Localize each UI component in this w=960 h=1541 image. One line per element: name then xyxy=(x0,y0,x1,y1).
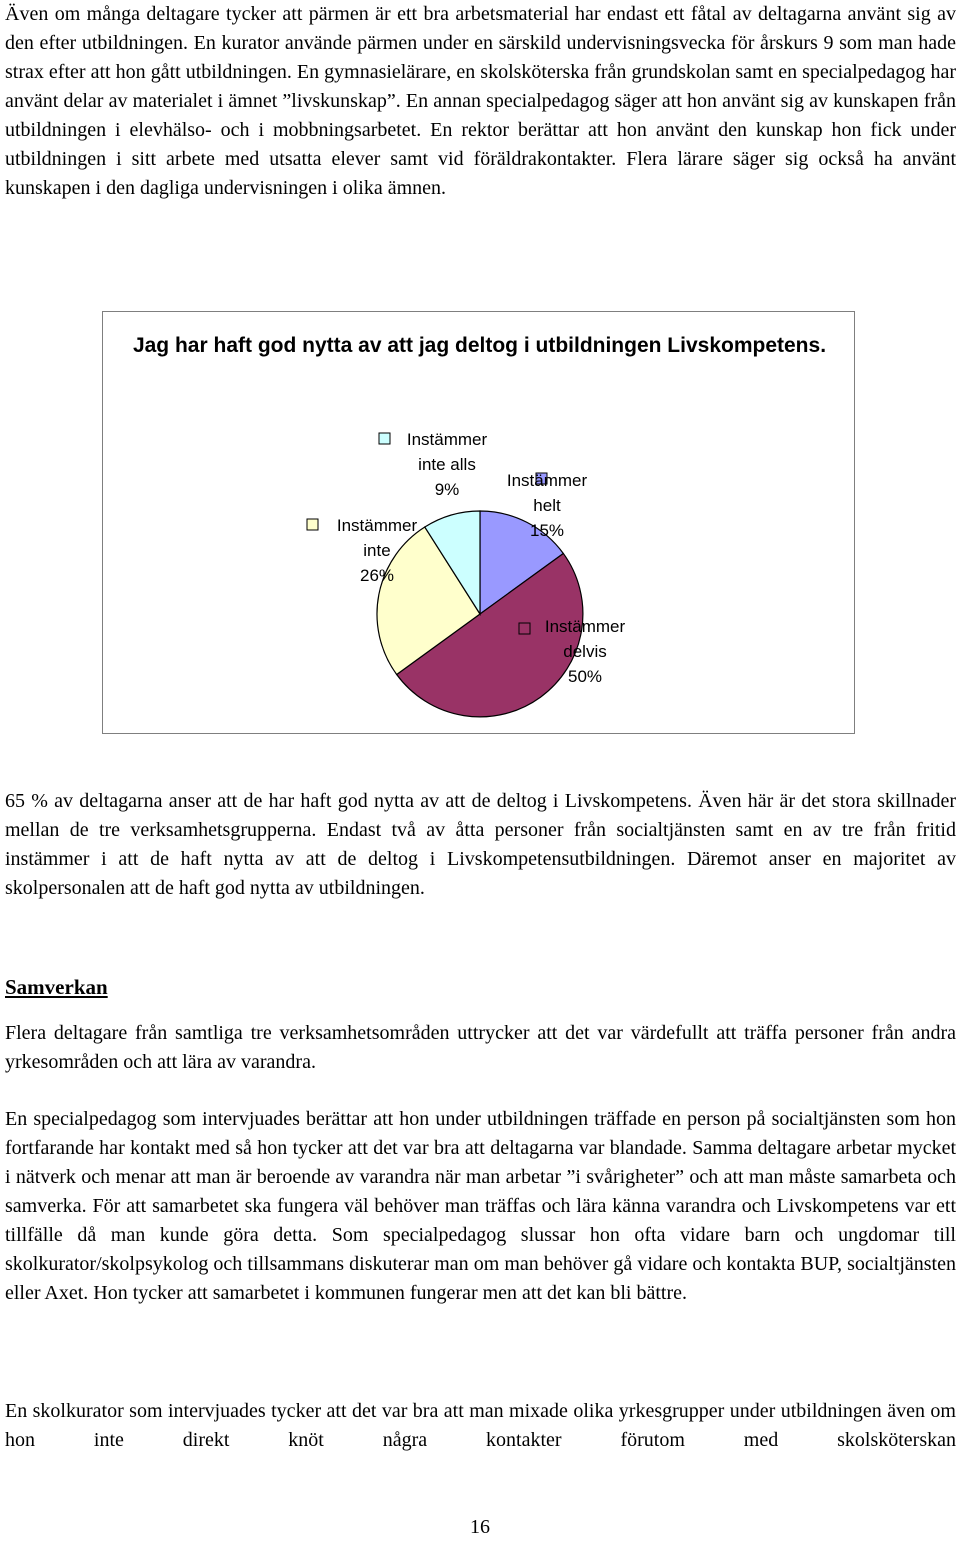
slice-instammer-delvis-label-line: delvis xyxy=(563,642,607,661)
slice-instammer-inte-alls-label-line: inte alls xyxy=(418,455,476,474)
section-heading-samverkan: Samverkan xyxy=(5,975,108,999)
slice-instammer-inte-alls-label-line: 9% xyxy=(434,480,460,499)
slice-instammer-helt-label-line: helt xyxy=(533,496,561,515)
slice-instammer-inte-alls-legend-swatch xyxy=(379,433,390,444)
slice-instammer-inte-alls-label-line: Instämmer xyxy=(406,430,488,449)
slice-instammer-delvis-label-line: 50% xyxy=(567,667,603,686)
paragraph-usefulness: 65 % av deltagarna anser att de har haft god nytta av att de deltog i Livskompetens. Även här är det stora skillnader mellan de tre verksamhetsgrupperna. Endast två av åtta personer från socialtjänsten samt en av tre från fritid instämmer i att de haft nytta av att de deltog i Livskompetensutbildningen. Däremot anser en majoritet av skolpersonalen att de haft god nytta av utbildningen. xyxy=(5,790,956,899)
slice-instammer-inte-label-line: inte xyxy=(363,541,391,560)
page-number: 16 xyxy=(470,1516,490,1538)
slice-instammer-inte-legend-swatch xyxy=(307,519,318,530)
slice-instammer-helt-label-line: 15% xyxy=(529,521,565,540)
paragraph-specialpedagog: En specialpedagog som intervjuades berättar att hon under utbildningen träffade en person på socialtjänsten som hon fortfarande har kontakt med så hon tycker att det var bra att deltagarna var blandade. Samma deltagare arbetar mycket i nätverk och menar att man är beroende av varandra när man arbetar ”i svårigheter” och att man måste samarbeta och samverka. För att samarbetet ska fungera väl behöver man träffas och lära känna varandra och Livskompetens var ett tillfälle då man kunde göra detta. Som specialpedagog slussar hon ofta vidare barn och ungdomar till skolkurator/skolpsykolog och tillsammans diskuterar man om man behöver gå vidare och kontakta BUP, socialtjänsten eller Axet. Hon tycker att samarbetet i kommunen fungerar men att det kan bli bättre. xyxy=(5,1108,956,1304)
slice-instammer-delvis-label-line: Instämmer xyxy=(544,617,626,636)
slice-instammer-helt-label-line: Instämmer xyxy=(506,471,588,490)
pie-chart-frame xyxy=(102,311,855,734)
paragraph-pamen-usage: Även om många deltagare tycker att pärmen är ett bra arbetsmaterial har endast ett fåtal av deltagarna använt sig av den efter utbildningen. En kurator använde pärmen under en särskild undervisningsvecka för årskurs 9 som man hade strax efter att hon gått utbildningen. En gymnasielärare, en skolsköterska från grundskolan samt en specialpedagog har använt delar av materialet i ämnet ”livskunskap”. En annan specialpedagog säger att hon använt sig av kunskapen från utbildningen i elevhälso- och i mobbningsarbetet. En rektor berättar att hon använt den kunskap hon fick under utbildningen i sitt arbete med utsatta elever samt vid föräldrakontakter. Flera lärare säger sig också ha använt kunskapen i den dagliga undervisningen i olika ämnen. xyxy=(5,3,956,199)
paragraph-samverkan-intro: Flera deltagare från samtliga tre verksamhetsområden uttrycker att det var värdefullt att träffa personer från andra yrkesområden och att lära av varandra. xyxy=(5,1022,956,1073)
pie-chart xyxy=(103,312,856,735)
slice-instammer-delvis-legend-swatch xyxy=(519,623,530,634)
slice-instammer-inte-label-line: 26% xyxy=(359,566,395,585)
paragraph-skolkurator: En skolkurator som intervjuades tycker att det var bra att man mixade olika yrkesgrupper under utbildningen även om hon inte direkt knöt några kontakter förutom med skolsköterskan xyxy=(5,1400,956,1451)
slice-instammer-inte-label-line: Instämmer xyxy=(336,516,418,535)
chart-title: Jag har haft god nytta av att jag deltog i utbildningen Livskompetens. xyxy=(132,334,827,357)
slice-instammer-inte-alls-label xyxy=(407,430,488,499)
